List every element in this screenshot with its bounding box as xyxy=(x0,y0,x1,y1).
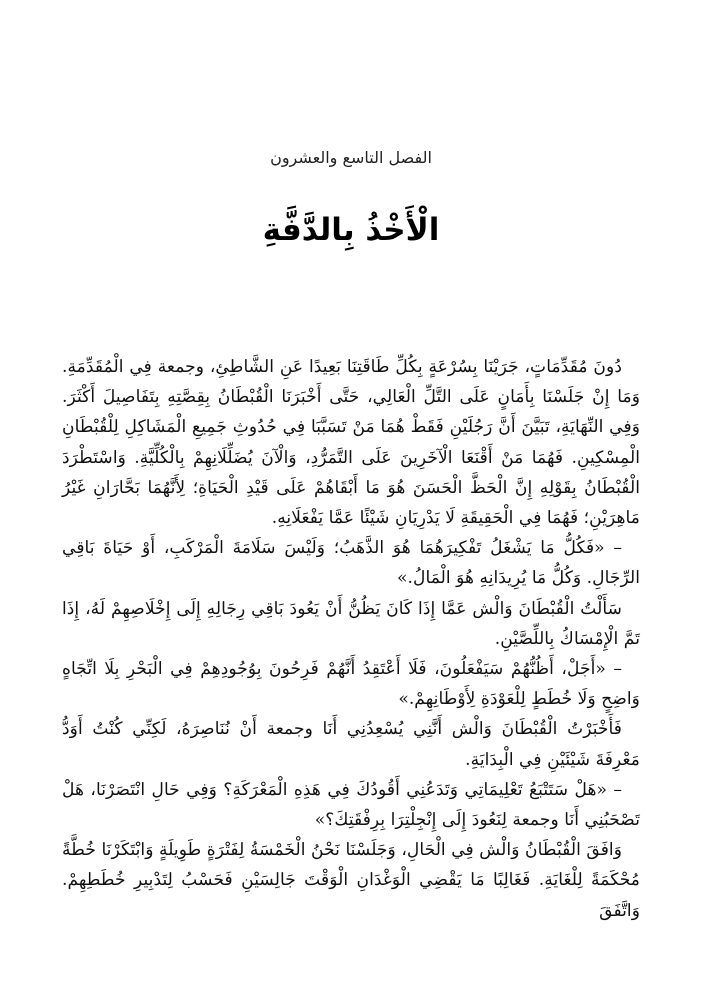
chapter-label: الفصل التاسع والعشرون xyxy=(270,148,432,167)
paragraph: وَافَقَ الْقُبْطَانُ وَالْش فِي الْحَالِ، وَجَلَسْنَا نَحْنُ الْخَمْسَةُ لِفَتْرَةٍ طَوِيلَةٍ وَابْتَكَرْنَا خُطَّةً مُحْكَمَةً لِلْغَايَةِ. فَغَالِبًا مَا يَقْضِي الْوَغْدَانِ الْوَقْتَ جَالِسَيْنِ فَحَسْبُ لِتَدْبِيرِ خُطَطِهِمْ. وَاتَّفَقَ xyxy=(62,840,640,921)
body-text xyxy=(62,352,640,926)
paragraph: دُونَ مُقَدِّمَاتٍ، جَرَيْنَا بِسُرْعَةٍ بِكُلِّ طَاقَتِنَا بَعِيدًا عَنِ الشَّاطِئِ، وجمعة فِي الْمُقَدِّمَةِ. وَمَا إِنْ جَلَسْنَا بِأَمَانٍ عَلَى التَّلِّ الْعَالِي، حَتَّى أَخْبَرَنَا الْقُبْطَانُ بِقِصَّتِهِ بِتَفَاصِيلَ أَكْثَرَ. وَفِي النِّهَايَةِ، تَبَيَّنَ أَنَّ رَجُلَيْنِ فَقَطْ هُمَا مَنْ تَسَبَّبَا فِي حُدُوثِ جَمِيعِ الْمَشَاكِلِ لِلْقُبْطَانِ الْمِسْكِينِ. فَهُمَا مَنْ أَقْنَعَا الْآخَرِينَ عَلَى التَّمَرُّدِ، وَالْآنَ يُضَلِّلَانِهِمْ بِالْكُلِّيَّةِ. وَاسْتَطْرَدَ الْقُبْطَانُ بِقَوْلِهِ إِنَّ الْحَظَّ الْحَسَنَ هُوَ مَا أَبْقَاهُمْ عَلَى قَيْدِ الْحَيَاةِ؛ لِأَنَّهُمَا بَحَّارَانِ غَيْرُ مَاهِرَيْنِ؛ فَهُمَا فِي الْحَقِيقَةِ لَا يَدْرِيَانِ شَيْئًا عَمَّا يَفْعَلَانِهِ. xyxy=(62,357,640,529)
paragraph: فَأَخْبَرْتُ الْقُبْطَانَ وَالْش أَنَّنِي يُسْعِدُنِي أَنَا وجمعة أَنْ نُنَاصِرَهُ، لَكِنِّي كُنْتُ أَوَدُّ مَعْرِفَةَ شَيْئَيْنِ فِي الْبِدَايَةِ. xyxy=(62,719,640,770)
paragraph: سَأَلْتُ الْقُبْطَانَ وَالْش عَمَّا إِذَا كَانَ يَظُنُّ أَنْ يَعُودَ بَاقِي رِجَالِهِ إِلَى إِخْلَاصِهِمْ لَهُ، إِذَا تَمَّ الْإِمْسَاكُ بِاللِّصَّيْنِ. xyxy=(62,598,640,649)
paragraph: – «أَجَلْ، أَظُنُّهُمْ سَيَفْعَلُونَ، فَلَا أَعْتَقِدُ أَنَّهُمْ فَرِحُونَ بِوُجُودِهِمْ فِي الْبَحْرِ بِلَا اتِّجَاهٍ وَاضِحٍ وَلَا خُطَطٍ لِلْعَوْدَةِ لِأَوْطَانِهِمْ.» xyxy=(62,659,640,710)
chapter-title: الْأَخْذُ بِالدَّفَّةِ xyxy=(262,212,440,248)
paragraph: – «هَلْ سَتَتْبَعُ تَعْلِيمَاتِي وَتَدَعُنِي أَقُودُكَ فِي هَذِهِ الْمَعْرَكَةِ؟ وَفِي حَالِ انْتَصَرْنَا، هَلْ تَصْحَبُنِي أَنَا وجمعة لِنَعُودَ إِلَى إِنْجِلْتِرَا بِرِفْقَتِكَ؟» xyxy=(62,779,640,831)
paragraph: – «فَكُلُّ مَا يَشْغَلُ تَفْكِيرَهُمَا هُوَ الذَّهَبُ؛ وَلَيْسَ سَلَامَةَ الْمَرْكَبِ، أَوْ حَيَاةَ بَاقِي الرِّجَالِ. وَكُلُّ مَا يُرِيدَانِهِ هُوَ الْمَالُ.» xyxy=(62,538,640,589)
